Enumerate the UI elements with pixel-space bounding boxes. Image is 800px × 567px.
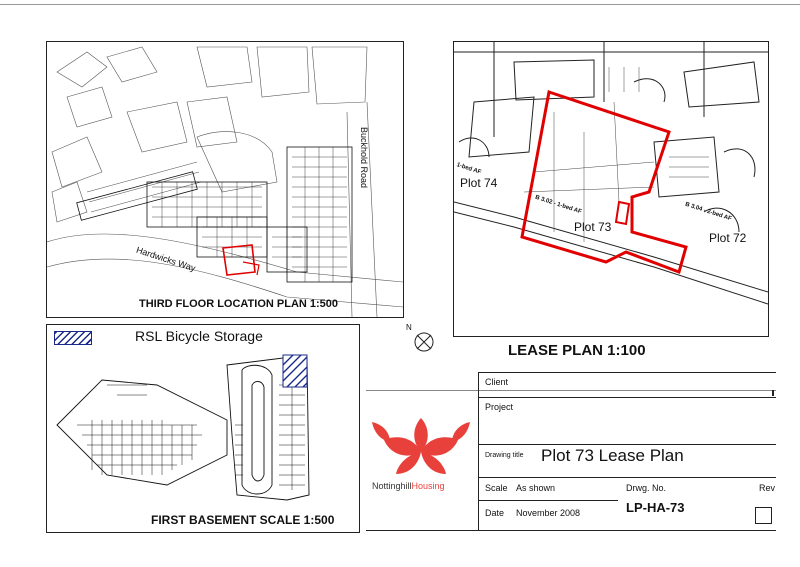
brand-name-part2: Housing bbox=[411, 481, 445, 491]
tb-line bbox=[478, 500, 618, 501]
brand-name bbox=[372, 481, 445, 491]
scale-value: As shown bbox=[516, 483, 556, 493]
road-label: Buckhold Road bbox=[359, 127, 369, 189]
plot-73-tag: B 3.02 - 1-bed AF bbox=[534, 194, 583, 216]
lease-plan-panel bbox=[453, 41, 769, 337]
drawing-title-label: Drawing title bbox=[485, 452, 524, 459]
lease-plan-drawing bbox=[454, 42, 768, 336]
drwg-no-label: Drwg. No. bbox=[626, 483, 667, 493]
corner-tick bbox=[772, 390, 774, 396]
basement-plan-title: FIRST BASEMENT SCALE 1:500 bbox=[151, 513, 335, 527]
plot-73-label: Plot 73 bbox=[574, 220, 612, 234]
drwg-no-value: LP-HA-73 bbox=[626, 500, 685, 515]
north-label: N bbox=[406, 323, 412, 332]
date-label: Date bbox=[485, 508, 505, 518]
flower-logo-icon bbox=[368, 410, 474, 478]
brand-name-part1: Nottinghill bbox=[372, 481, 412, 491]
rev-box bbox=[755, 507, 772, 524]
rev-label: Rev bbox=[759, 483, 776, 493]
brand-logo bbox=[368, 410, 474, 500]
tb-line bbox=[366, 390, 776, 391]
drawing-title: Plot 73 Lease Plan bbox=[541, 446, 684, 465]
location-plan-title: THIRD FLOOR LOCATION PLAN 1:500 bbox=[139, 298, 339, 310]
tb-line bbox=[478, 372, 776, 373]
plot-74-label: Plot 74 bbox=[460, 176, 498, 190]
location-plan-panel bbox=[46, 41, 404, 318]
tb-line bbox=[366, 530, 776, 531]
basement-plan-drawing bbox=[47, 325, 359, 532]
plot-72-tag: B 3.04 - 2-bed AF bbox=[684, 201, 733, 223]
sheet-top-border bbox=[0, 4, 800, 5]
date-value: November 2008 bbox=[516, 508, 581, 518]
way-label: Hardwicks Way bbox=[134, 244, 197, 274]
tb-line bbox=[478, 477, 776, 478]
basement-plan-panel bbox=[46, 324, 360, 533]
lease-plan-title: LEASE PLAN 1:100 bbox=[508, 342, 646, 359]
location-plan-drawing bbox=[47, 42, 403, 317]
project-label: Project bbox=[485, 402, 514, 412]
bicycle-storage-legend-label: RSL Bicycle Storage bbox=[135, 328, 263, 344]
scale-label: Scale bbox=[485, 483, 508, 493]
tb-line bbox=[478, 397, 776, 398]
tb-line bbox=[478, 372, 479, 530]
plot-74-tag: 1-bed AF bbox=[455, 162, 482, 176]
north-arrow bbox=[400, 322, 440, 362]
tb-line bbox=[478, 444, 776, 445]
client-label: Client bbox=[485, 377, 509, 387]
plot-72-label: Plot 72 bbox=[709, 231, 747, 245]
